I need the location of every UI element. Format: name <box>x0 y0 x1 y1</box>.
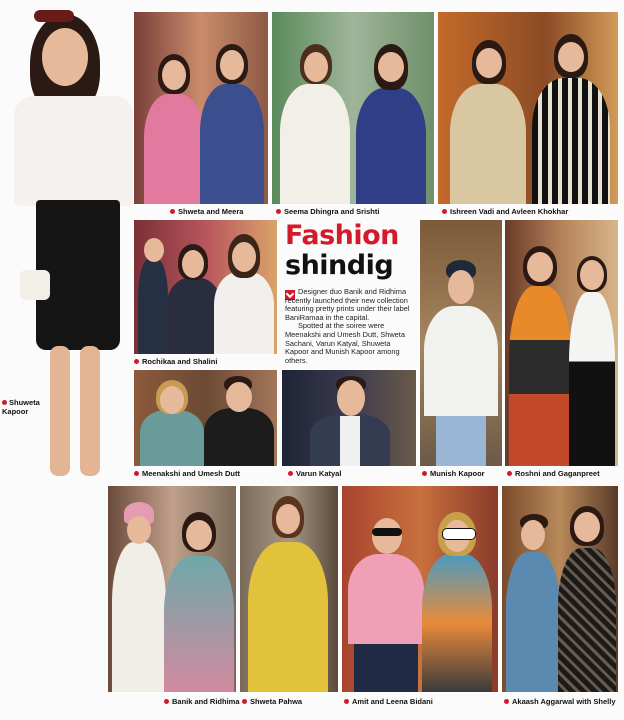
article-intro <box>285 288 413 365</box>
photo-varun-katyal <box>282 370 416 466</box>
caption-bullet-icon <box>442 209 447 214</box>
photo-shweta-pahwa <box>240 486 338 692</box>
intro-paragraph-1: Designer duo Banik and Ridhima recently launched their new collection featuring pretty prints under their label BaniRamaa in the capital. <box>285 287 410 322</box>
caption-bullet-icon <box>134 471 139 476</box>
photo-rochikaa-shalini <box>134 220 277 354</box>
headline-line2: shindig <box>285 250 394 281</box>
caption-meenakshi-umesh: Meenakshi and Umesh Dutt <box>134 469 240 478</box>
photo-roshni-gaganpreet <box>505 220 618 466</box>
caption-bullet-icon <box>276 209 281 214</box>
caption-bullet-icon <box>344 699 349 704</box>
photo-shweta-meera <box>134 12 268 204</box>
caption-bullet-icon <box>134 359 139 364</box>
caption-bullet-icon <box>507 471 512 476</box>
caption-shweta-pahwa: Shweta Pahwa <box>242 697 302 706</box>
photo-meenakshi-umesh <box>134 370 277 466</box>
caption-bullet-icon <box>2 400 7 405</box>
caption-shweta-meera: Shweta and Meera <box>170 207 243 216</box>
article-header <box>281 220 417 366</box>
photo-munish-kapoor <box>420 220 502 466</box>
caption-bullet-icon <box>288 471 293 476</box>
caption-bullet-icon <box>170 209 175 214</box>
caption-bullet-icon <box>422 471 427 476</box>
caption-bullet-icon <box>504 699 509 704</box>
caption-amit-leena: Amit and Leena Bidani <box>344 697 433 706</box>
caption-ishreen-avleen: Ishreen Vadi and Avleen Khokhar <box>442 207 568 216</box>
photo-amit-leena <box>342 486 498 692</box>
featured-photo-shuweta <box>0 0 134 500</box>
photo-seema-srishti <box>272 12 434 204</box>
caption-munish-kapoor: Munish Kapoor <box>422 469 485 478</box>
featured-caption: Shuweta Kapoor <box>2 398 40 416</box>
caption-banik-ridhima: Banik and Ridhima <box>164 697 240 706</box>
photo-akaash-shelly <box>502 486 618 692</box>
caption-seema-srishti: Seema Dhingra and Srishti <box>276 207 379 216</box>
caption-rochikaa-shalini: Rochikaa and Shalini <box>134 357 217 366</box>
caption-bullet-icon <box>242 699 247 704</box>
caption-akaash-shelly: Akaash Aggarwal with Shelly <box>504 697 616 706</box>
photo-banik-ridhima <box>108 486 236 692</box>
caption-varun-katyal: Varun Katyal <box>288 469 341 478</box>
photo-ishreen-avleen <box>438 12 618 204</box>
headline-line1: Fashion <box>285 220 399 251</box>
caption-bullet-icon <box>164 699 169 704</box>
intro-paragraph-2: Spotted at the soiree were Meenakshi and Umesh Dutt, Shweta Sachani, Varun Katyal, Shuweta Kapoor and Munish Kapoor among others. <box>285 321 405 365</box>
caption-roshni-gaganpreet: Roshni and Gaganpreet <box>507 469 600 478</box>
